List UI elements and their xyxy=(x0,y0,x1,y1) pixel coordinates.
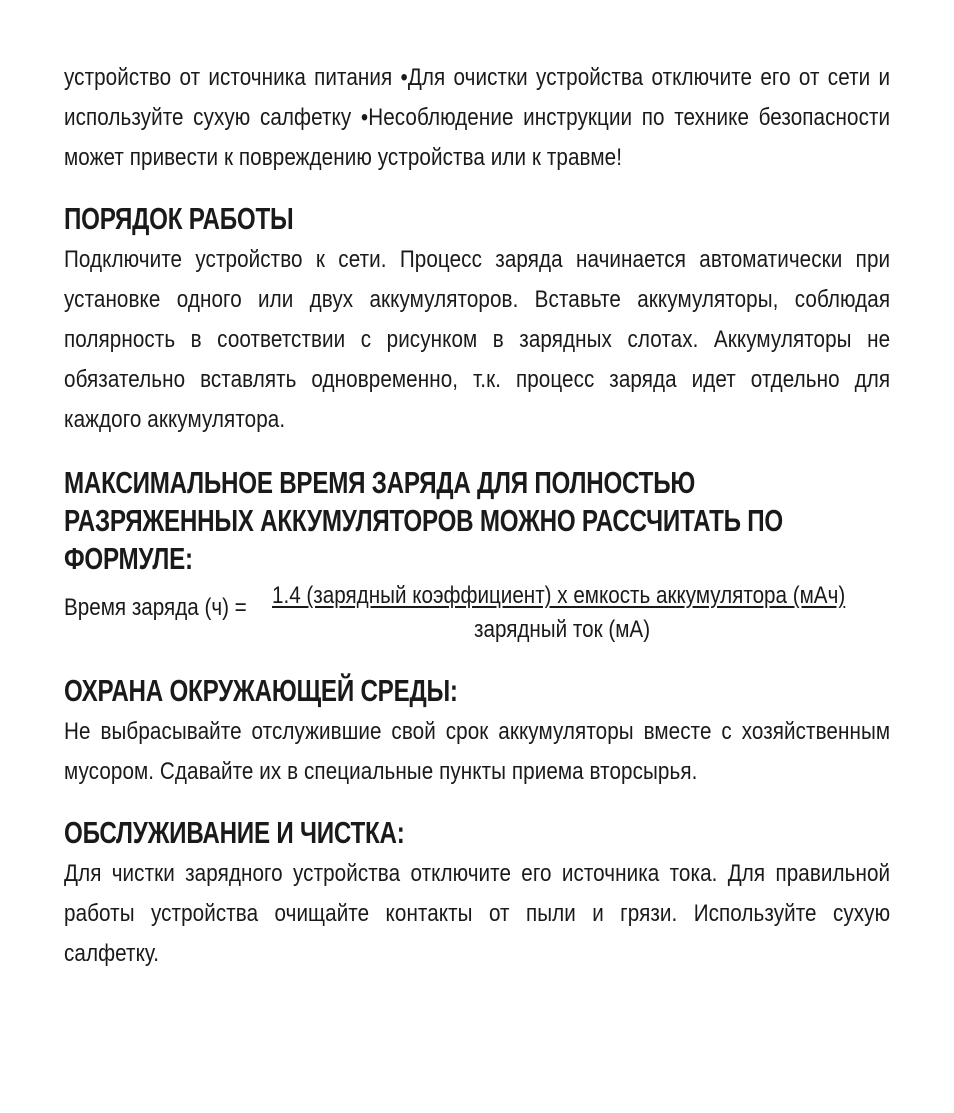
maintenance-paragraph: Для чистки зарядного устройства отключите его источника тока. Для правильной работы устройства очищайте контакты от пыли и грязи. Используйте сухую салфетку. xyxy=(64,860,891,967)
maintenance-heading: ОБСЛУЖИВАНИЕ И ЧИСТКА: xyxy=(64,815,405,850)
formula-heading: МАКСИМАЛЬНОЕ ВРЕМЯ ЗАРЯДА ДЛЯ ПОЛНОСТЬЮ РАЗРЯЖЕННЫХ АККУМУЛЯТОРОВ МОЖНО РАССЧИТАТЬ ПО ФОРМУЛЕ: xyxy=(64,465,784,576)
operation-paragraph: Подключите устройство к сети. Процесс заряда начинается автоматически при установке одного или двух аккумуляторов. Вставьте аккумуляторы, соблюдая полярность в соответствии с рисунком в зарядных слотах. Аккумуляторы не обязательно вставлять одновременно, т.к. процесс заряда идет отдельно для каждого аккумулятора. xyxy=(64,246,891,433)
formula-denominator: зарядный ток (мА) xyxy=(474,616,651,643)
environment-paragraph: Не выбрасывайте отслужившие свой срок аккумуляторы вместе с хозяйственным мусором. Сдавайте их в специальные пункты приема вторсырья. xyxy=(64,718,891,785)
safety-intro-paragraph xyxy=(64,58,890,178)
operation-heading: ПОРЯДОК РАБОТЫ xyxy=(64,201,294,236)
document-body xyxy=(64,58,890,974)
formula-numerator: 1.4 (зарядный коэффициент) х емкость аккумулятора (мАч) xyxy=(272,582,846,609)
formula-left-side: Время заряда (ч) = xyxy=(64,594,247,621)
safety-intro-text: устройство от источника питания •Для очистки устройства отключите его от сети и используйте сухую салфетку •Несоблюдение инструкции по технике безопасности может привести к повреждению устройства или к травме! xyxy=(64,64,891,171)
environment-heading: ОХРАНА ОКРУЖАЮЩЕЙ СРЕДЫ: xyxy=(64,673,458,708)
charge-time-formula xyxy=(64,584,890,654)
